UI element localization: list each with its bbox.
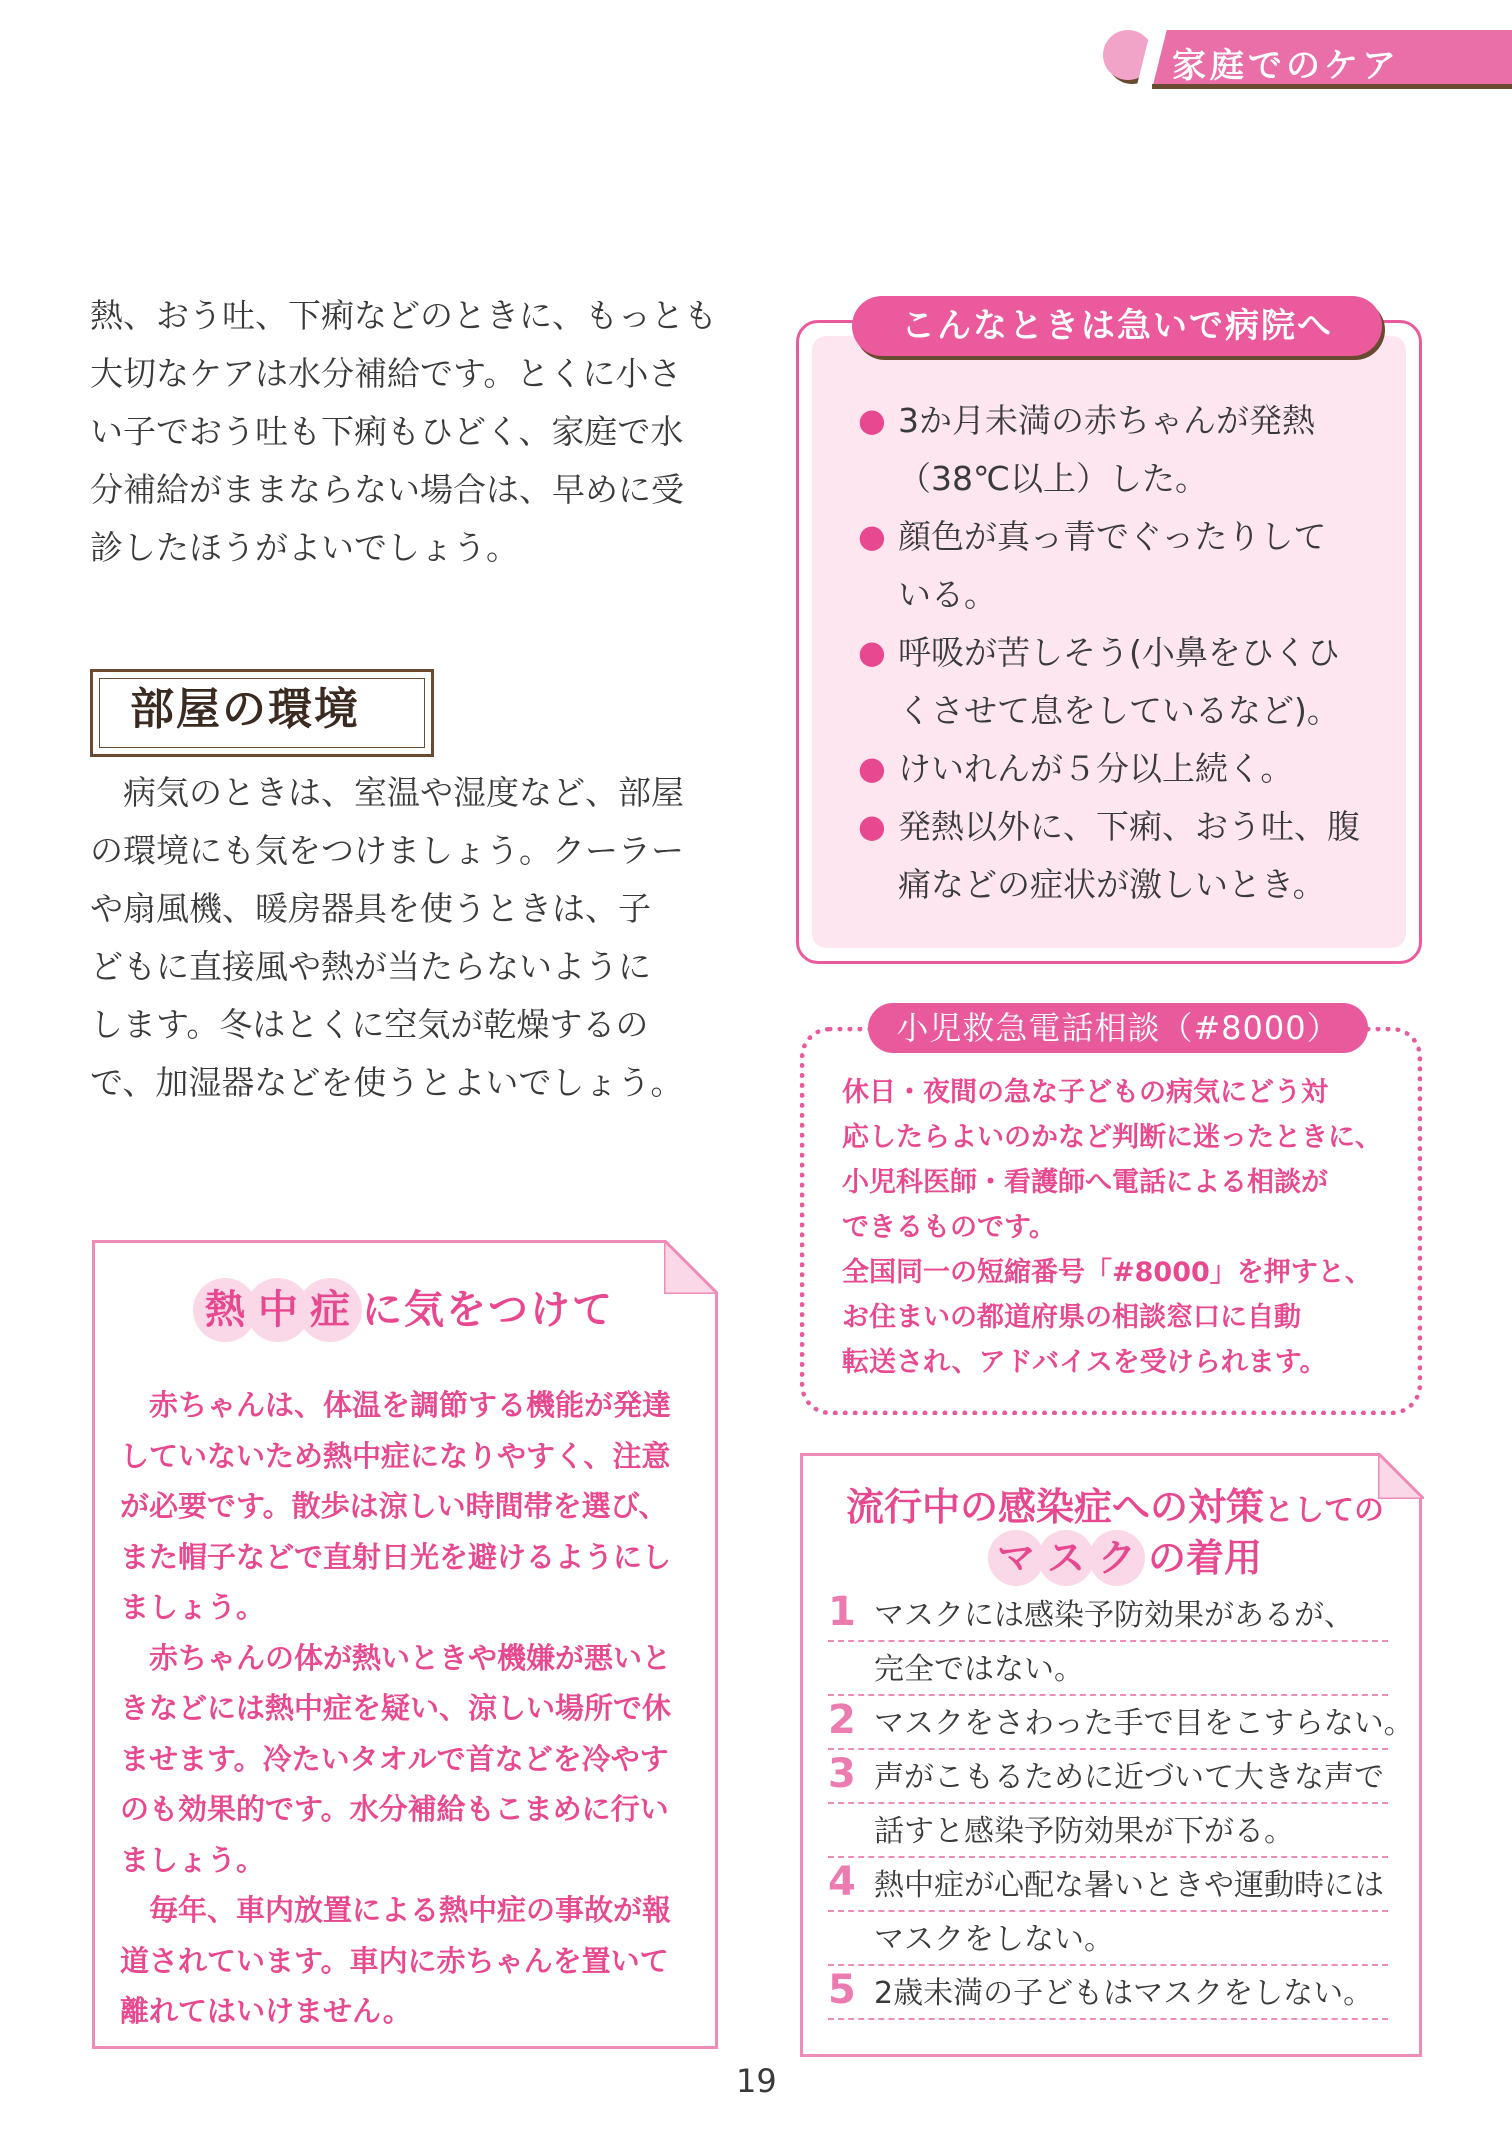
list-item-line: 顔色が真っ青でぐったりして (898, 517, 1327, 556)
dashed-divider (828, 1640, 1388, 1642)
list-item (858, 798, 1398, 914)
bullet-icon: ● (858, 749, 886, 787)
mask-item-number: 3 (828, 1751, 856, 1797)
mask-item-text: マスクには感染予防効果があるが、 (874, 1598, 1354, 1633)
list-item (858, 740, 1398, 798)
bullet-icon: ● (858, 633, 886, 671)
bullet-icon: ● (858, 807, 886, 845)
heatstroke-title-char: 熱 (193, 1278, 257, 1342)
mask-item-text: 声がこもるために近づいて大きな声で (874, 1760, 1384, 1795)
mask-title-line2-rest: の着用 (1148, 1536, 1263, 1580)
list-item-line: くさせて息をしているなど)。 (898, 691, 1340, 730)
mask-item-text: 熱中症が心配な暑いときや運動時には (874, 1868, 1384, 1903)
list-item (858, 392, 1398, 508)
page-number: 19 (736, 2062, 777, 2100)
urgent-list (858, 392, 1398, 914)
mask-item-text: マスクをさわった手で目をこすらない。 (874, 1706, 1414, 1741)
list-item-line: いる。 (898, 575, 997, 614)
dashed-divider (828, 1748, 1388, 1750)
mask-item-text: 2歳未満の子どもはマスクをしない。 (874, 1976, 1374, 2011)
list-item-line: 呼吸が苦しそう(小鼻をひくひ (898, 633, 1340, 672)
list-item (858, 624, 1398, 740)
mask-title-suffix: としての (1264, 1493, 1384, 1528)
list-item-line: （38℃以上）した。 (898, 459, 1209, 498)
list-item-line: 発熱以外に、下痢、おう吐、腹 (898, 807, 1360, 846)
list-item-line: けいれんが５分以上続く。 (898, 749, 1294, 788)
environment-title: 部屋の環境 (130, 684, 360, 735)
bullet-icon: ● (858, 517, 886, 555)
dashed-divider (828, 1856, 1388, 1858)
urgent-title: こんなときは急いで病院へ (901, 306, 1333, 346)
bullet-icon: ● (858, 401, 886, 439)
mask-title-char: ス (1038, 1530, 1094, 1586)
dashed-divider (828, 1910, 1388, 1912)
page-fold-corner-icon (664, 1240, 718, 1294)
mask-item-text: 話すと感染予防効果が下がる。 (874, 1814, 1294, 1849)
mask-title-char: マ (988, 1530, 1044, 1586)
dashed-divider (828, 1964, 1388, 1966)
mask-item-text: 完全ではない。 (874, 1652, 1084, 1687)
mask-title-char: ク (1089, 1530, 1145, 1586)
dashed-divider (828, 1802, 1388, 1804)
consult-body: 休日・夜間の急な子どもの病気にどう対 応したらよいのかなど判断に迷ったときに、 小児科医師・看護師へ電話による相談が できるものです。 全国同一の短縮番号「#8000」を押すと、 お住まいの都道府県の相談窓口に自動 転送され、アドバイスを受けられます。 (842, 1077, 1382, 1378)
mask-item-number: 2 (828, 1697, 856, 1743)
heatstroke-body: 赤ちゃんは、体温を調節する機能が発達 していないため熱中症になりやすく、注意 が必要です。散歩は涼しい時間帯を選び、 また帽子などで直射日光を避けるようにし ましょう。 赤ちゃんの体が熱いときや機嫌が悪いと きなどには熱中症を疑い、涼しい場所で休 ませます。冷たいタオルで首などを冷やす のも効果的です。水分補給もこまめに行い ましょう。 毎年、車内放置による熱中症の事故が報 道されています。車内に赤ちゃんを置いて 離れてはいけません。 (120, 1388, 672, 2028)
mask-title-main: 流行中の感染症への対策 (845, 1485, 1264, 1529)
mask-item-text: マスクをしない。 (874, 1922, 1114, 1957)
environment-paragraph: 病気のときは、室温や湿度など、部屋 の環境にも気をつけましょう。クーラー や扇風機、暖房器具を使うときは、子 どもに直接風や熱が当たらないように します。冬はとくに空気が乾燥するの で、加湿器などを使うとよいでしょう。 (90, 773, 684, 1102)
heatstroke-title-char: 中 (246, 1278, 310, 1342)
mask-item-number: 1 (828, 1589, 856, 1635)
dashed-divider (828, 2018, 1388, 2020)
mask-item-number: 4 (828, 1859, 856, 1905)
section-tab-label: 家庭でのケア (1172, 46, 1400, 86)
consult-title: 小児救急電話相談（#8000） (896, 1009, 1340, 1047)
heatstroke-title-char: 症 (298, 1278, 362, 1342)
dashed-divider (828, 1694, 1388, 1696)
heatstroke-title-rest: に気をつけて (362, 1287, 614, 1333)
mask-title-line1 (830, 1476, 1400, 1531)
list-item-line: 痛などの症状が激しいとき。 (898, 865, 1326, 904)
list-item (858, 508, 1398, 624)
list-item-line: 3か月未満の赤ちゃんが発熱 (898, 401, 1315, 440)
intro-paragraph: 熱、おう吐、下痢などのときに、もっとも 大切なケアは水分補給です。とくに小さ い子でおう吐も下痢もひどく、家庭で水 分補給がままならない場合は、早めに受 診したほうがよいでしょう。 (90, 296, 717, 567)
mask-item-number: 5 (828, 1967, 856, 2013)
